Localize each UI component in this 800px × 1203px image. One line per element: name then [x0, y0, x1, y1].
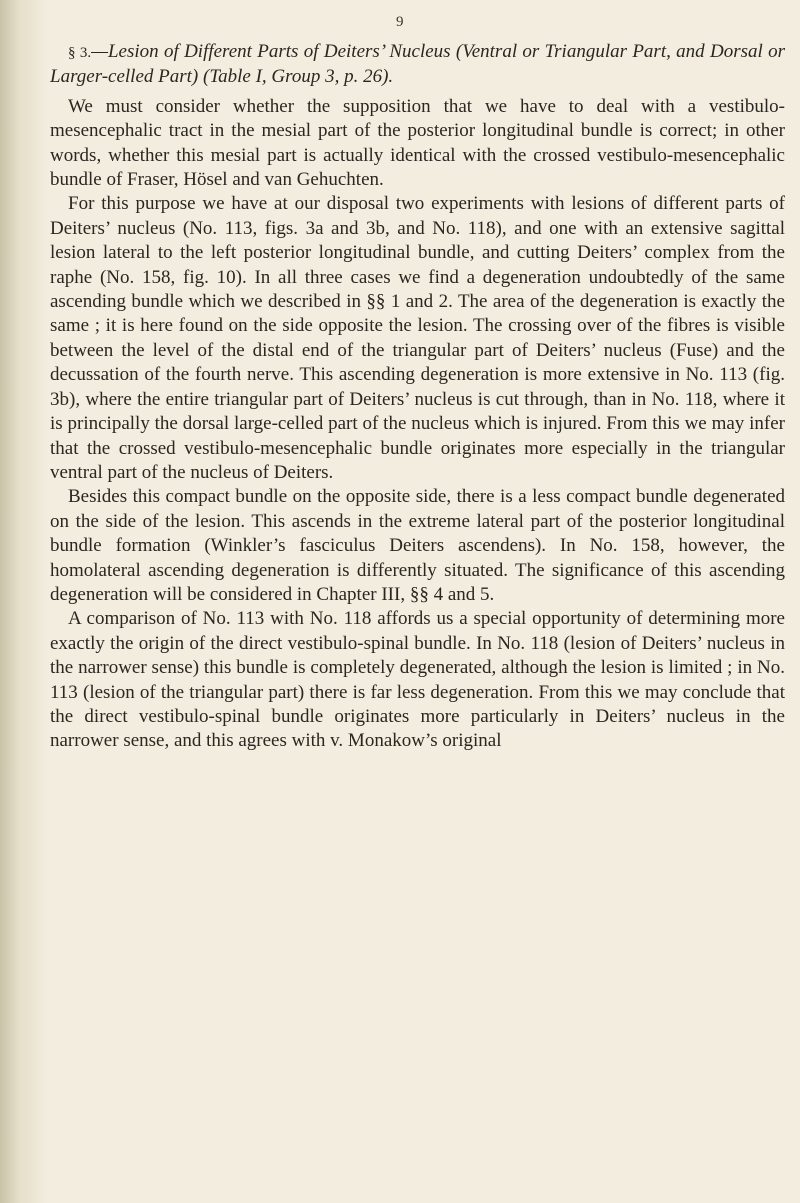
section-heading [50, 40, 785, 90]
paragraph: Besides this compact bundle on the opposite side, there is a less compact bundle degenerated on the side of the lesion. This ascends in the extreme lateral part of the posterior longitudinal bundle formation (Winkler’s fasciculus Deiters ascendens). In No. 158, however, the homolateral ascending degeneration is differently situated. The significance of this ascending degeneration will be considered in Chapter III, §§ 4 and 5. [50, 486, 785, 605]
section-title: —Lesion of Different Parts of Deiters’ Nucleus (Ventral or Triangular Part, and Dorsal or Larger-celled Part) (Table I, Group 3, p. 26). [50, 41, 785, 88]
paragraph: For this purpose we have at our disposal two experiments with lesions of different parts of Deiters’ nucleus (No. 113, figs. 3a and 3b, and No. 118), and one with an extensive sagittal lesion lateral to the left posterior longitudinal bundle, and cutting Deiters’ complex from the raphe (No. 158, fig. 10). In all three cases we find a degeneration undoubtedly of the same ascending bundle which we described in §§ 1 and 2. The area of the degeneration is exactly the same ; it is here found on the side opposite the lesion. The crossing over of the fibres is visible between the level of the distal end of the triangular part of Deiters’ nucleus (Fuse) and the decussation of the fourth nerve. This ascending degeneration is more extensive in No. 113 (fig. 3b), where the entire triangular part of Deiters’ nucleus is cut through, than in No. 118, where it is principally the dorsal large-celled part of the nucleus which is injured. From this we may infer that the crossed vestibulo-mesencephalic bundle originates more especially in the triangular ventral part of the nucleus of Deiters. [50, 193, 785, 483]
paragraph: A comparison of No. 113 with No. 118 affords us a special opportunity of determining more exactly the origin of the direct vestibulo-spinal bundle. In No. 118 (lesion of Deiters’ nucleus in the narrower sense) this bundle is completely degenerated, although the lesion is limited ; in No. 113 (lesion of the triangular part) there is far less degeneration. From this we may conclude that the direct vestibulo-spinal bundle originates more particularly in Deiters’ nucleus in the narrower sense, and this agrees with v. Monakow’s original [50, 608, 785, 752]
page-edge-shadow [0, 0, 48, 1203]
page-number: 9 [396, 14, 404, 30]
page-body [50, 40, 785, 754]
paragraph: We must consider whether the supposition that we have to deal with a vestibulo-mesencephalic tract in the mesial part of the posterior longitudinal bundle is correct; in other words, whether this mesial part is actually identical with the crossed vestibulo-mesencephalic bundle of Fraser, Hösel and van Gehuchten. [50, 95, 785, 191]
section-mark: § 3. [68, 45, 92, 61]
